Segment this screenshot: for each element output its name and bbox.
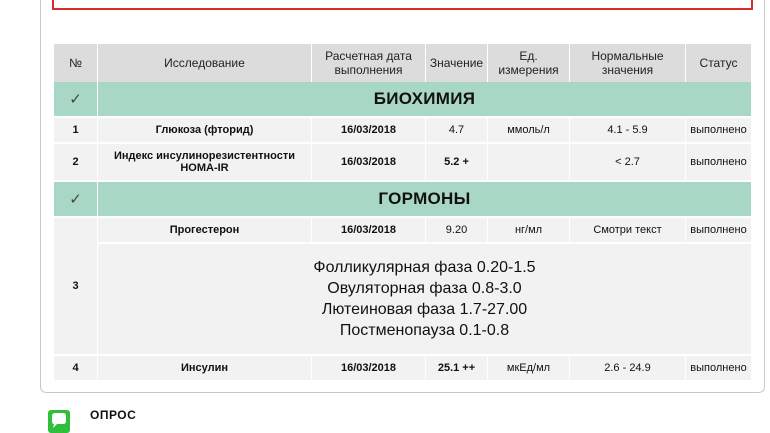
table-row [54,144,752,182]
row-value: 25.1 ++ [426,356,488,382]
row-unit: мкЕд/мл [488,356,570,382]
table-row [54,356,752,382]
header-value: Значение [426,44,488,82]
row-num: 1 [54,118,98,144]
row-test[interactable]: Глюкоза (фторид) [98,118,312,144]
row-date: 16/03/2018 [312,144,426,182]
row-test[interactable]: Инсулин [98,356,312,382]
row-num: 4 [54,356,98,382]
section-row-hormones [54,182,752,218]
row-value: 9.20 [426,218,488,244]
row-normal: Смотри текст [570,218,686,244]
header-normal: Нормальные значения [570,44,686,82]
row-normal: < 2.7 [570,144,686,182]
row-status: выполнено [686,218,752,244]
note-line: Постменопауза 0.1-0.8 [339,322,510,339]
header-test: Исследование [98,44,312,82]
header-status: Статус [686,44,752,82]
chat-bubble-icon[interactable] [48,410,70,433]
row-status: выполнено [686,356,752,382]
row-value: 4.7 [426,118,488,144]
section-row-biochemistry [54,82,752,118]
header-unit: Ед. измерения [488,44,570,82]
row-date: 16/03/2018 [312,118,426,144]
table-row [54,218,752,244]
row-status: выполнено [686,144,752,182]
row-unit: ммоль/л [488,118,570,144]
table-header-row [54,44,752,82]
section-title: БИОХИМИЯ [98,82,752,118]
row-unit: нг/мл [488,218,570,244]
section-check-icon[interactable]: ✓ [54,82,98,118]
section-check-icon[interactable]: ✓ [54,182,98,218]
progesterone-note [98,244,752,356]
row-normal: 2.6 - 24.9 [570,356,686,382]
row-num: 2 [54,144,98,182]
header-date: Расчетная дата выполнения [312,44,426,82]
row-test[interactable]: Индекс инсулинорезистентности HOMA-IR [98,144,312,182]
note-line: Овуляторная фаза 0.8-3.0 [327,280,522,297]
row-value: 5.2 + [426,144,488,182]
table-row [54,118,752,144]
row-date: 16/03/2018 [312,356,426,382]
note-line: Лютеиновая фаза 1.7-27.00 [321,301,528,318]
note-row [54,244,752,356]
section-title: ГОРМОНЫ [98,182,752,218]
row-unit [488,144,570,182]
row-date: 16/03/2018 [312,218,426,244]
results-table [54,44,752,382]
row-status: выполнено [686,118,752,144]
row-test[interactable]: Прогестерон [98,218,312,244]
row-normal: 4.1 - 5.9 [570,118,686,144]
note-line: Фолликулярная фаза 0.20-1.5 [313,259,536,276]
footer-label[interactable]: ОПРОС [90,408,137,422]
alert-box [52,0,753,10]
header-num: № [54,44,98,82]
row-num: 3 [54,218,98,356]
